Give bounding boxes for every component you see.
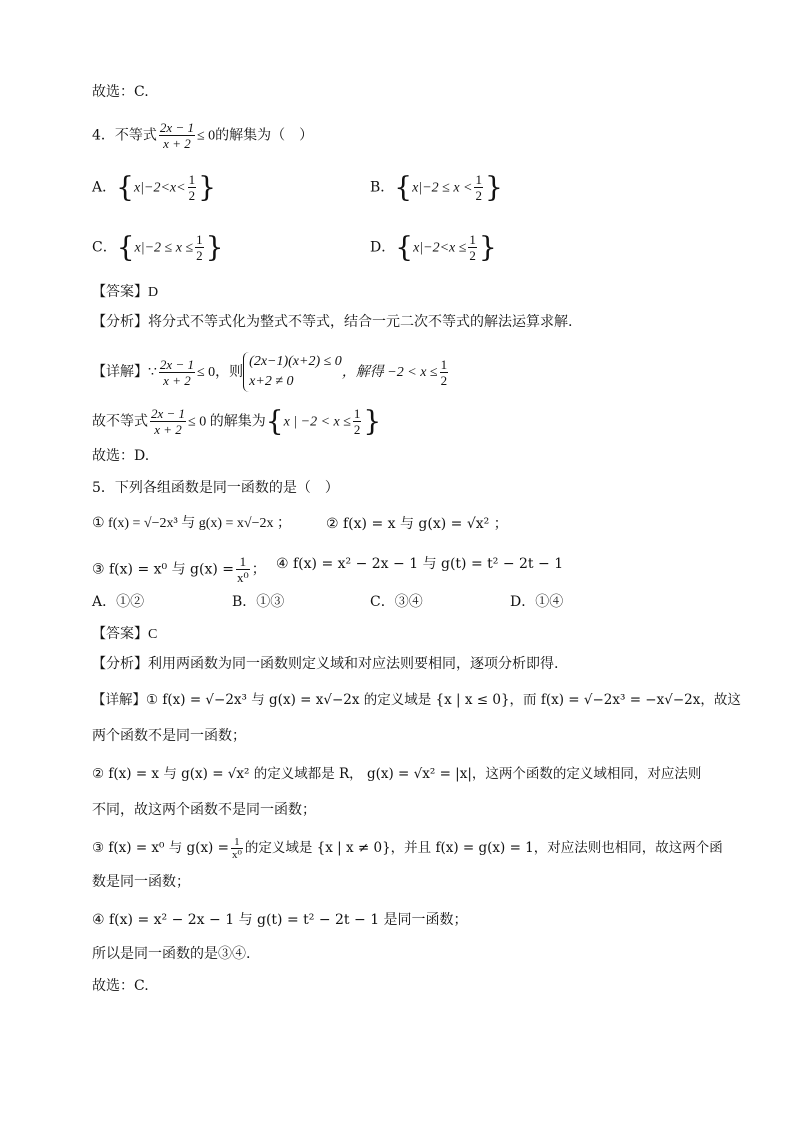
q4-stem: 4．不等式 $\frac{2x - 1}{x + 2}$ ≤ 0的解集为（ ） — [92, 120, 314, 151]
q4-option-a[interactable]: A．{x|−2<x< $\frac{1}{2}$ } — [92, 170, 216, 204]
q4-detail: 【详解】∵ $\frac{2x - 1}{x + 2}$ ≤ 0，则 (2x−1)(x+2) ≤ 0 x+2 ≠ 0 ，解得 −2 < x ≤ $\frac{1}{2}$ — [92, 352, 450, 392]
q5-conclusion: 所以是同一函数的是③④. — [92, 946, 251, 962]
q5-detail-1b: 两个函数不是同一函数； — [92, 728, 246, 744]
q4-end: 故选：D. — [92, 448, 150, 464]
q4-option-b[interactable]: B．{x|−2 ≤ x < $\frac{1}{2}$ } — [370, 170, 503, 204]
q5-option-c[interactable]: C．③④ — [370, 594, 423, 610]
q4-fraction: $\frac{2x - 1}{x + 2}$ — [159, 120, 194, 151]
q4-option-d[interactable]: D．{x|−2<x ≤ $\frac{1}{2}$ } — [370, 230, 497, 264]
q5-detail-3b: 数是同一函数； — [92, 874, 190, 890]
q5-item-3: ③ f(x) = x⁰ 与 g(x) = $\frac{1}{\text{x⁰}}$ ； — [92, 554, 266, 585]
q5-item-2: ② f(x) = x 与 g(x) = √x² ； — [326, 516, 508, 532]
q4-answer: 【答案】D — [92, 284, 159, 300]
q4-conclusion: 故不等式 $\frac{2x - 1}{x + 2}$ ≤ 0 的解集为{x | −2 < x ≤ $\frac{1}{2}$ } — [92, 404, 382, 438]
q5-detail-2a: ② f(x) = x 与 g(x) = √x² 的定义域都是 R， g(x) = √x² = |x|，这两个函数的定义域相同，对应法则 — [92, 766, 702, 782]
q5-stem: 5．下列各组函数是同一函数的是（ ） — [92, 480, 339, 496]
q5-detail-2b: 不同，故这两个函数不是同一函数； — [92, 802, 316, 818]
q5-detail-1a: 【详解】① f(x) = √−2x³ 与 g(x) = x√−2x 的定义域是 {x | x ≤ 0}，而 f(x) = √−2x³ = −x√−2x，故这 — [92, 692, 741, 708]
q4-analysis: 【分析】将分式不等式化为整式不等式，结合一元二次不等式的解法运算求解. — [92, 314, 573, 330]
q4-system: (2x−1)(x+2) ≤ 0 x+2 ≠ 0 — [243, 352, 342, 392]
prev-answer-line: 故选：C. — [92, 84, 149, 100]
q5-end: 故选：C. — [92, 978, 149, 994]
q5-item-1: ① f(x) = √−2x³ 与 g(x) = x√−2x ； — [92, 516, 292, 531]
q5-item-4: ④ f(x) = x² − 2x − 1 与 g(t) = t² − 2t − 1 — [276, 556, 564, 572]
q5-option-d[interactable]: D．①④ — [510, 594, 564, 610]
q5-option-a[interactable]: A．①② — [92, 594, 145, 610]
q5-analysis: 【分析】利用两函数为同一函数则定义域和对应法则要相同，逐项分析即得. — [92, 656, 559, 672]
q5-answer: 【答案】C — [92, 626, 158, 642]
q5-detail-4: ④ f(x) = x² − 2x − 1 与 g(t) = t² − 2t − 1 是同一函数； — [92, 912, 468, 928]
q4-option-c[interactable]: C．{x|−2 ≤ x ≤ $\frac{1}{2}$ } — [92, 230, 224, 264]
q5-option-b[interactable]: B．①③ — [232, 594, 285, 610]
q5-detail-3a: ③ f(x) = x⁰ 与 g(x) = $\frac{1}{\text{x⁰}}$ 的定义域是 {x | x ≠ 0}，并且 f(x) = g(x) = 1，对应法则也相同，故这两个函 — [92, 836, 723, 861]
